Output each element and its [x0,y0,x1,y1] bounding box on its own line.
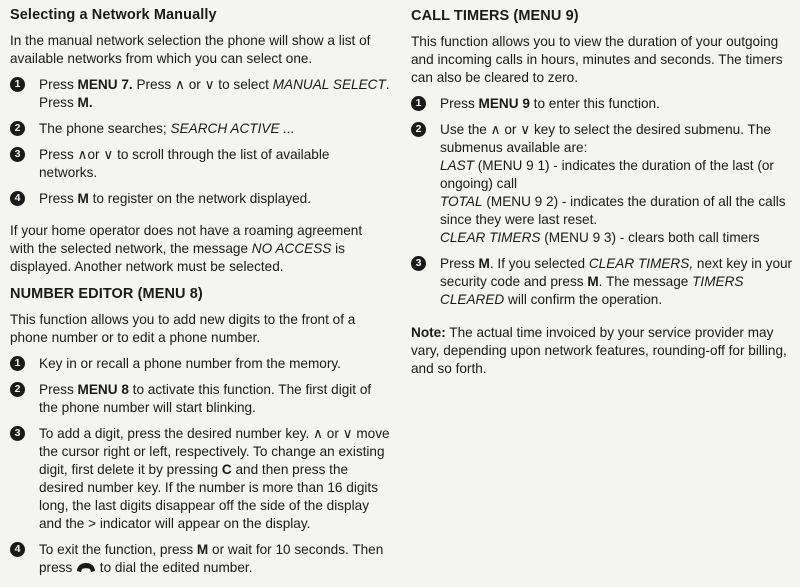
submenu-last: LAST (MENU 9 1) - indicates the duration of the last (or ongoing) call [440,158,774,191]
step-number: 1 [10,356,25,371]
left-column [10,0,390,587]
network-steps [10,76,390,208]
list-item: 3 To add a digit, press the desired number key. ∧ or ∨ move the cursor right or left, respectively. To change an existing digit, first delete it by pressing C and then press the desired number key. If the number is more than 16 digits long, the last digits disappear off the side of the display and the > indicator will appear on the display. [10,425,390,533]
phone-handset-icon [76,561,96,579]
step-number: 2 [411,122,426,137]
submenu-total: TOTAL (MENU 9 2) - indicates the duration of all the calls since they were last reset. [440,194,786,227]
list-item: 4 To exit the function, press M or wait for 10 seconds. Then press to dial the edited number. [10,541,390,579]
list-item: 2 The phone searches; SEARCH ACTIVE ... [10,120,390,138]
step-number: 2 [10,382,25,397]
number-editor-intro: This function allows you to add new digits to the front of a phone number or to edit a phone number. [10,312,356,345]
list-item: 1 Key in or recall a phone number from the memory. [10,355,390,373]
invoice-note: Note: The actual time invoiced by your service provider may vary, depending upon network features, rounding-off for billing, and so forth. [411,325,787,376]
right-column [411,0,793,378]
list-item: 1 Press MENU 9 to enter this function. [411,95,793,113]
network-intro: In the manual network selection the phone will show a list of available networks from which you can select one. [10,33,371,66]
call-timers-intro: This function allows you to view the duration of your outgoing and incoming calls in hours, minutes and seconds. The timers can also be cleared to zero. [411,34,783,85]
step-number: 3 [411,256,426,271]
step-number: 3 [10,426,25,441]
step-number: 2 [10,121,25,136]
call-timers-steps [411,95,793,309]
section-title-call-timers: CALL TIMERS (MENU 9) [411,8,579,24]
list-item: 2 Press MENU 8 to activate this function. The first digit of the phone number will start blinking. [10,381,390,417]
section-title-number-editor: NUMBER EDITOR (MENU 8) [10,286,203,302]
list-item: 4 Press M to register on the network displayed. [10,190,390,208]
list-item: 3 Press ∧or ∨ to scroll through the list of available networks. [10,146,390,182]
step-number: 1 [411,96,426,111]
roaming-note: If your home operator does not have a roaming agreement with the selected network, the message NO ACCESS is displayed. Another network must be selected. [10,223,363,274]
list-item: 2 Use the ∧ or ∨ key to select the desired submenu. The submenus available are: LAST (MENU 9 1) - indicates the duration of the last (or ongoing) call TOTAL (MENU 9 2) - indicates the duration of all the calls since they were last reset. CLEAR TIMERS (MENU 9 3) - clears both call timers [411,121,793,247]
number-editor-steps [10,355,390,579]
section-title-network: Selecting a Network Manually [10,7,217,23]
step-number: 3 [10,147,25,162]
step-number: 4 [10,191,25,206]
submenu-clear-timers: CLEAR TIMERS (MENU 9 3) - clears both call timers [440,230,760,245]
list-item: 3 Press M. If you selected CLEAR TIMERS, next key in your security code and press M. The message TIMERS CLEARED will confirm the operation. [411,255,793,309]
step-number: 1 [10,77,25,92]
list-item: 1 Press MENU 7. Press ∧ or ∨ to select MANUAL SELECT. Press M. [10,76,390,112]
step-number: 4 [10,542,25,557]
